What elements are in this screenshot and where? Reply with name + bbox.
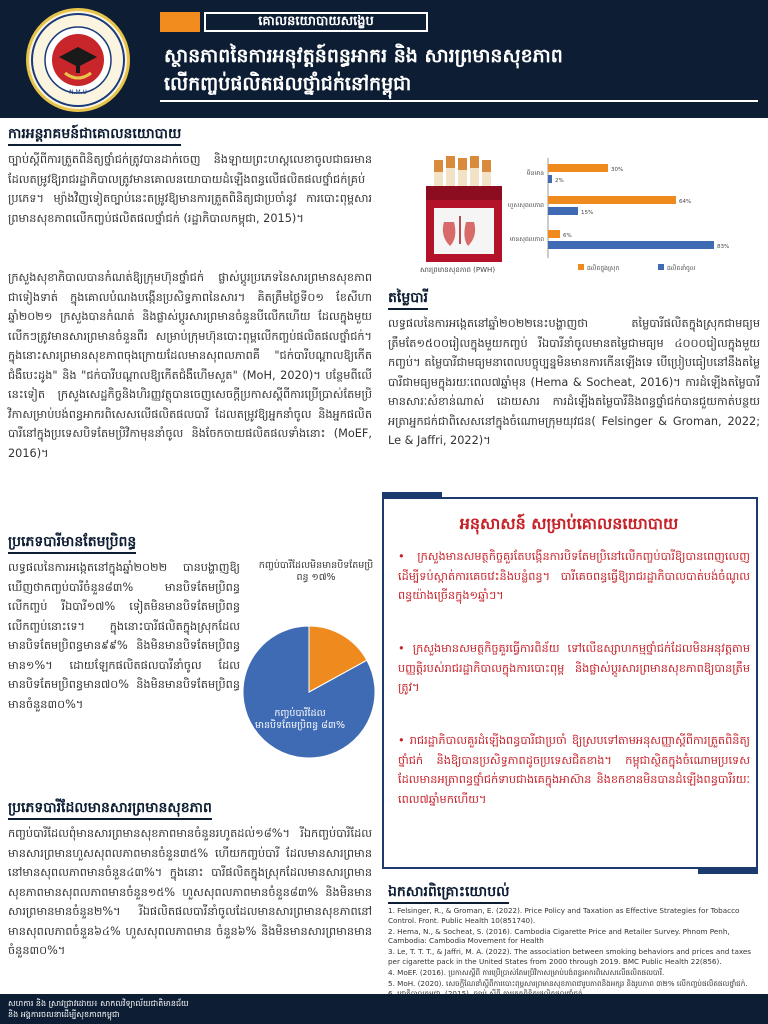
bar-value-label: 30%	[611, 167, 624, 173]
intro-paragraph-1: ច្បាប់ស្តីពីការត្រួតពិនិត្យថ្នាំជក់ត្រូវបានដាក់ចេញ និងឡាយព្រះហស្តលេខាចូលជាធរមាន ដែលតម្រូវឱ្យរាជរដ្ឋាភិបាលត្រូវមានគោលនយោបាយដំឡើងពន្ធលើផលិតផលថ្នាំជក់គ្រប់ប្រភេទ។ ម្យ៉ាងវិញទៀតច្បាប់នេះតម្រូវឱ្យមានការត្រួតពិនិត្យជាប្រចាំនូវ ការបោះពុម្ពសារព្រមានសុខភាពលើកញ្ចប់ផលិតផលថ្នាំជក់ (រដ្ឋាភិបាលកម្ពុជា, 2015)។	[8, 153, 372, 225]
pie-label-no-stamp: កញ្ចប់បារីដែលមិនមានបិទតែមប្រិពន្ធ ១៧%	[258, 560, 374, 583]
rec-corner-accent	[698, 868, 758, 874]
price-section-title: តម្លៃបារី	[388, 288, 428, 310]
pie-label-with-stamp: កញ្ចប់បារីដែលមានបិទតែមប្រិពន្ធ ៨៣%	[254, 708, 346, 731]
recommendations-box	[382, 497, 758, 869]
footer-line-2: និង អង្គការចលនាដើម្បីសុខភាពកម្ពុជា	[8, 1010, 120, 1019]
bar-value-label: 15%	[581, 210, 594, 216]
category-label: ហួសសុពលភាព	[507, 202, 544, 209]
references-title: ឯកសារពិគ្រោះយោបល់	[388, 882, 509, 904]
title-line-2: លើកញ្ចប់ផលិតផលថ្នាំជក់នៅកម្ពុជា	[164, 73, 412, 95]
bar-domestic	[548, 230, 560, 238]
bar-imported	[548, 241, 714, 249]
pack-caption: សារព្រមានសុខភាព (PWH)	[420, 266, 496, 274]
header-banner	[0, 0, 768, 118]
footer-line-1: សហការ និង ស្រាវជ្រាវដោយ៖ សាកលវិទ្យាល័យជាតិមានជ័យ	[8, 999, 189, 1008]
page-title	[164, 42, 754, 98]
bar-domestic	[548, 164, 608, 172]
legend-swatch-imported	[658, 264, 664, 270]
reference-item: 4. MoEF. (2016). ប្រកាសស្តីពី ការប្រើប្រាស់តែមប្រិវិកាសម្រាប់បង់ពន្ធអាករពិសេសលើផលិតផលបារី.	[388, 967, 665, 977]
intro-paragraph-2: ក្រសួងសុខាភិបាលបានកំណត់ឱ្យក្រុមហ៊ុនថ្នាំជក់ ផ្លាស់ប្តូរប្រភេទនៃសារព្រមានសុខភាពជាទៀងទាត់ ក្នុងគោលបំណងបង្កើនប្រសិទ្ធភាពនៃសារ។ គិតត្រឹមថ្ងៃទី០១ ខែសីហា ឆ្នាំ២០២១ ក្រសួងបានកំណត់ និងផ្លាស់ប្តូរសារព្រមានចំនួនបីលើកហើយ ដែលក្នុងមួយលើកៗត្រូវមានសារព្រមានចំនួនពីរ សម្រាប់ក្រុមហ៊ុនបោះពុម្ពលើកញ្ចប់ផលិតផលថ្នាំជក់។ ក្នុងនោះសារព្រមានសុខភាពចុងក្រោយដែលមានសុពលភាពគឺ "ជក់បារីបណ្តាលឱ្យកើតជំងឺបេះដូង" និង "ជក់បារីបណ្តាលឱ្យកើតជំងឺហើមសួត" (MoH, 2020)។ បន្ថែមពីលើនេះទៀត ក្រសួងសេដ្ឋកិច្ចនិងហិរញ្ញវត្ថុបានចេញសេចក្តីប្រកាសស្តីពីការប្រើប្រាស់តែមប្រិវិកាសម្រាប់បង់ពន្ធអាករពិសេសលើផលិតផលបារី ដែលតម្រូវឱ្យអ្នកនាំចូល និងអ្នកផលិតបារីនៅក្នុងប្រទេសបិទតែមប្រិវិកាមុននាំចូល និងចែកចាយផលិតផលទាំងនោះ (MoEF, 2016)។	[8, 271, 372, 460]
policy-brief-label: គោលនយោបាយសង្ខេប	[204, 12, 428, 32]
legend-label-domestic: ផលិតក្នុងស្រុក	[587, 265, 620, 272]
footer	[0, 994, 768, 1024]
logo-sub-text: N.M.U	[69, 89, 87, 96]
bar-imported	[548, 175, 552, 183]
recommendation-item: • ក្រសួងមានសមត្ថកិច្ចគួរតែបង្កើនការបិទតែមប្រិនៅលើកញ្ចប់បារីឱ្យបានពេញលេញដើម្បីទប់ស្កាត់ការគេចវេះនិងបន្លំពន្ធ។ បារីគេចពន្ធធ្វើឱ្យរាជរដ្ឋាភិបាលបាត់បង់ចំណូលពន្ធយ៉ាងច្រើនក្នុង១ឆ្នាំៗ។	[398, 550, 750, 602]
accent-bar	[160, 12, 200, 32]
intro-section-title: ការអន្តរាគមន៍ជាគោលនយោបាយ	[8, 124, 181, 146]
recommendation-item: • រាជរដ្ឋាភិបាលគួរដំឡើងពន្ធបារីជាប្រចាំ ឱ្យស្របទៅតាមអនុសញ្ញាស្តីពីការត្រួតពិនិត្យថ្នាំជក់ និងឱ្យបានប្រសិទ្ធភាពដូចប្រទេសជិតខាង។ កម្ពុជាស្ថិតក្នុងចំណោមប្រទេសដែលមានអត្រាពន្ធថ្នាំជក់ទាបជាងគេក្នុងអាស៊ាន និងខកខានមិនបានដំឡើងពន្ធបារីរយៈពេល៧ឆ្នាំមកហើយ។	[398, 734, 750, 806]
reference-item: 3. Le, T. T. T., & Jaffri, M. A. (2022). The association between smoking behaviors and prices and taxes per cigarette pack in the United States from 2000 through 2019. BMC Public Health 22(856).	[388, 947, 752, 966]
reference-item: 2. Hema, N., & Socheat, S. (2016). Cambodia Cigarette Price and Retailer Survey. Phnom Penh, Cambodia: Cambodia Movement for Health	[388, 926, 730, 946]
stamp-pie-chart	[238, 582, 380, 782]
category-label: មិនមាន	[526, 170, 544, 177]
university-logo	[26, 8, 130, 112]
logo-seal-icon	[29, 11, 127, 109]
recommendation-item: • ក្រសួងមានសមត្ថកិច្ចគួរធ្វើការពិន័យ ទៅលើឧស្សាហកម្មថ្នាំជក់ដែលមិនអនុវត្តតាមបញ្ញត្តិរបស់រាជរដ្ឋាភិបាលក្នុងការបោះពុម្ព និងផ្លាស់ប្តូរសារព្រមានសុខភាពឱ្យបានត្រឹមត្រូវ។	[398, 642, 750, 694]
bar-imported	[548, 207, 578, 215]
stamp-section-title: ប្រភេទបារីមានតែមប្រិពន្ធ	[8, 532, 136, 554]
warning-bar-chart	[418, 158, 766, 276]
warning-paragraph: កញ្ចប់បារីដែលពុំមានសារព្រមានសុខភាពមានចំនួនរហូតដល់១៨%។ រីឯកញ្ចប់បារីដែលមានសារព្រមានហួសសុពលភាពមានចំនួន៣៥% ហើយកញ្ចប់បារី ដែលមានសារព្រមាននៅមានសុពលភាពមានចំនួន៤៣%។ ក្នុងនោះ បារីផលិតក្នុងស្រុកដែលមានសារព្រមានសុខភាពមានសុពលភាពមានចំនួន១៥% ហួសសុពលភាពមានចំនួន៨៣% និងមិនមានសារព្រមានមានចំនួន២%។ រីឯផលិតផលបារីនាំចូលដែលមានសារព្រមានសុខភាពនៅមានសុពលភាពចំនួន៦៤% ហួសសុពលភាពមាន ចំនួន៦% និងមិនមានសារព្រមានមានចំនួន៣០%។	[8, 827, 372, 957]
legend-swatch-domestic	[578, 264, 584, 270]
recommendations-title: អនុសាសន៍ សម្រាប់គោលនយោបាយ	[459, 514, 679, 533]
title-line-1: ស្ថានភាពនៃការអនុវត្តន៍ពន្ធអាករ និង សារព្រមានសុខភាព	[164, 45, 563, 67]
stamp-paragraph: លទ្ធផលនៃការអង្កេតនៅក្នុងឆ្នាំ២០២២ បានបង្ហាញឱ្យឃើញថាកញ្ចប់បារីចំនួន៨៣% មានបិទតែមប្រិពន្ធលើកញ្ចប់ រីឯបារី១៧% ទៀតមិនមានបិទតែមប្រិពន្ធលើកញ្ចប់នោះទេ។ ក្នុងនោះបារីផលិតក្នុងស្រុកដែលមានបិទតែមប្រិពន្ធមាន៩៩% និងមិនមានបិទតែមប្រិពន្ធមាន១%។ ដោយឡែកផលិតផលបារីនាំចូល ដែលមានបិទតែមប្រិពន្ធមាន៧០% និងមិនមានបិទតែមប្រិពន្ធមានចំនួន៣០%។	[8, 561, 240, 711]
price-paragraph: លទ្ធផលនៃការអង្កេតនៅឆ្នាំ២០២២នេះបង្ហាញថា តម្លៃបារីផលិតក្នុងស្រុកជាមធ្យមត្រឹមតែ១៥០០រៀលក្នុងមួយកញ្ចប់ រីឯបារីនាំចូលមានតម្លៃជាមធ្យម ៤០០០រៀលក្នុងមួយកញ្ចប់។ តម្លៃបារីជាមធ្យមនាពេលបច្ចុប្បន្នមិនមានការកើនឡើងទេ បើប្រៀបធៀបនៅនឹងតម្លៃបារីជាមធ្យមក្នុងរយៈពេល៧ឆ្នាំមុន (Hema & Socheat, 2016)។ ការដំឡើងតម្លៃបារីមានសារៈសំខាន់ណាស់ ដោយសារ ការដំឡើងតម្លៃបារីនិងពន្ធថ្នាំជក់បានជួយកាត់បន្ថយអត្រាអ្នកជក់ជាពិសេសនៅក្នុងចំណោមក្រុមយុវជន( Felsinger & Groman, 2022; Le & Jaffri, 2022)។	[388, 317, 760, 447]
bar-value-label: 2%	[555, 178, 564, 184]
legend-label-imported: ផលិតនាំចូល	[667, 265, 696, 272]
reference-item: 5. MoH. (2020). សេចក្តីណែនាំស្តីពីការបោះពុម្ពសារព្រមានសុខភាពជារូបភាពនិងអក្សរ និងរូបភាព ៣២% លើកញ្ចប់ផលិតផលថ្នាំជក់.	[388, 978, 748, 988]
bar-value-label: 6%	[563, 233, 572, 239]
references-list	[388, 906, 760, 1000]
footer-credits	[8, 998, 368, 1020]
header-divider	[160, 100, 758, 102]
bar-domestic	[548, 196, 676, 204]
bar-value-label: 83%	[717, 244, 730, 250]
warning-section-title: ប្រភេទបារីដែលមានសារព្រមានសុខភាព	[8, 798, 212, 820]
reference-item: 1. Felsinger, R., & Groman, E. (2022). Price Policy and Taxation as Effective Strategies for Tobacco Control. Front. Public Health 10(851740).	[388, 906, 740, 925]
category-label: មានសុពលភាព	[509, 236, 544, 243]
bar-value-label: 64%	[679, 199, 692, 205]
